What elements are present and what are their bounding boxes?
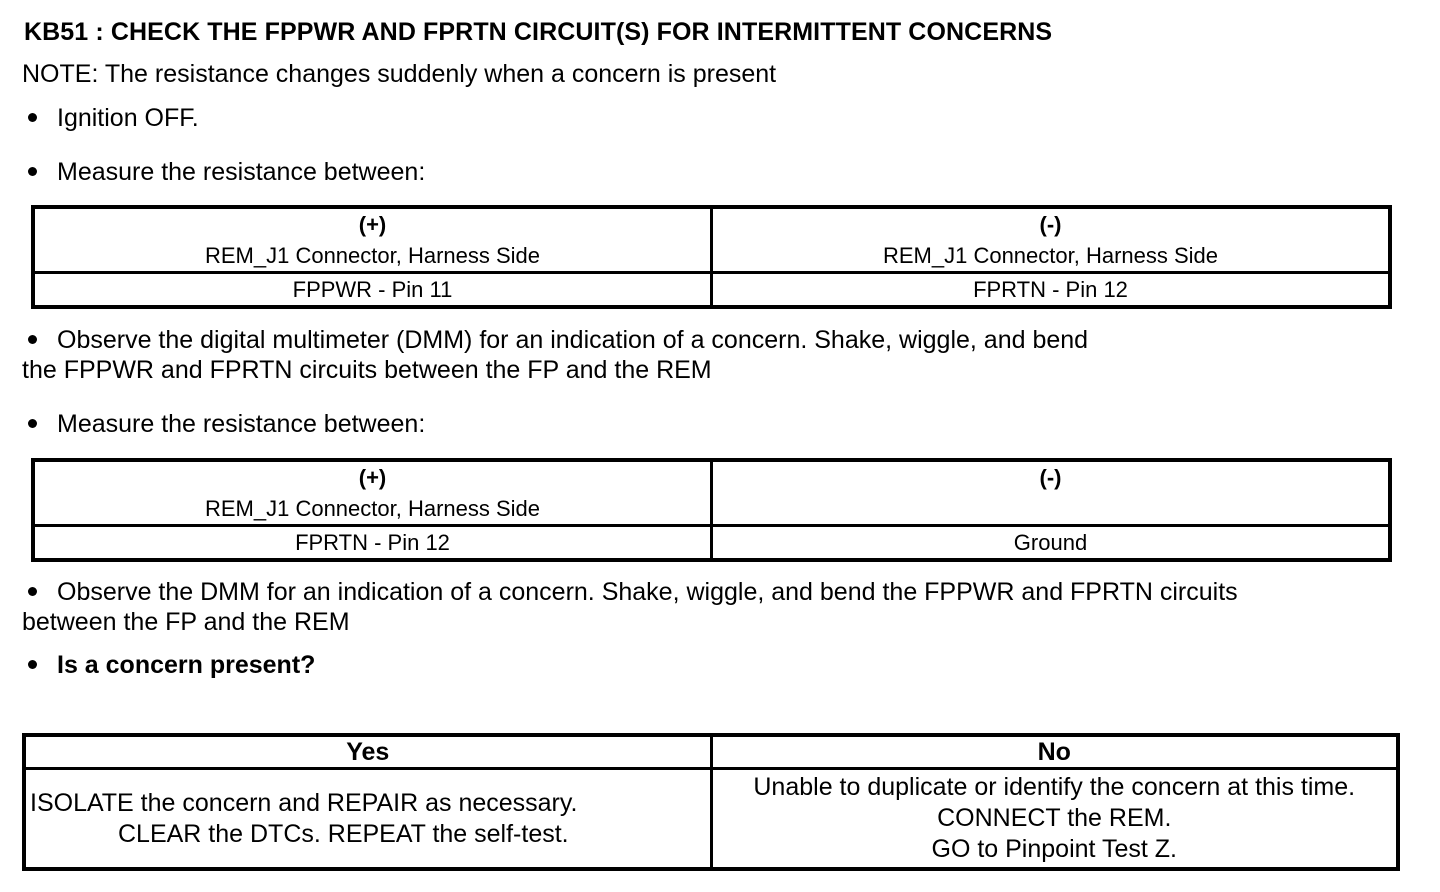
step-text-continued: the FPPWR and FPRTN circuits between the FP and the REM bbox=[22, 356, 712, 384]
step-text: Observe the DMM for an indication of a concern. Shake, wiggle, and bend the FPPWR and FPRTN circuits bbox=[57, 578, 1238, 606]
step-text: Measure the resistance between: bbox=[57, 410, 426, 438]
no-header: No bbox=[711, 735, 1398, 769]
negative-label: (-) bbox=[1039, 465, 1062, 490]
note-text: NOTE: The resistance changes suddenly when a concern is present bbox=[22, 60, 777, 88]
result-table bbox=[22, 733, 1400, 871]
step-text: Measure the resistance between: bbox=[57, 158, 426, 186]
step-text: Observe the digital multimeter (DMM) for an indication of a concern. Shake, wiggle, and bend bbox=[57, 326, 1089, 354]
step-observe-2 bbox=[22, 577, 1238, 637]
connector-label: REM_J1 Connector, Harness Side bbox=[204, 243, 541, 268]
negative-label: (-) bbox=[1039, 212, 1062, 237]
table-header-row bbox=[24, 735, 1398, 769]
step-observe-1 bbox=[22, 325, 1088, 385]
table-row bbox=[24, 769, 1398, 870]
table-row bbox=[33, 273, 1390, 308]
positive-label: (+) bbox=[358, 212, 387, 237]
table-cell-positive-header bbox=[33, 207, 712, 273]
no-action-cell bbox=[711, 769, 1398, 870]
table-cell-positive-header bbox=[33, 460, 712, 526]
question-text: Is a concern present? bbox=[57, 651, 316, 679]
table-cell-positive-value: FPRTN - Pin 12 bbox=[33, 526, 712, 561]
page-title: KB51 : CHECK THE FPPWR AND FPRTN CIRCUIT(S) FOR INTERMITTENT CONCERNS bbox=[24, 18, 1053, 46]
no-action-line: Unable to duplicate or identify the concern at this time. bbox=[753, 773, 1356, 801]
positive-label: (+) bbox=[358, 465, 387, 490]
table-row bbox=[33, 526, 1390, 561]
table-row bbox=[33, 207, 1390, 273]
pinpoint-test-link[interactable]: GO to Pinpoint Test Z. bbox=[931, 835, 1177, 863]
bullet-icon bbox=[28, 167, 37, 176]
table-cell-negative-value: FPRTN - Pin 12 bbox=[712, 273, 1391, 308]
bullet-icon bbox=[28, 587, 37, 596]
bullet-icon bbox=[28, 335, 37, 344]
step-text: Ignition OFF. bbox=[57, 104, 199, 132]
bullet-icon bbox=[28, 419, 37, 428]
bullet-icon bbox=[28, 113, 37, 122]
yes-header: Yes bbox=[24, 735, 711, 769]
step-measure-2 bbox=[22, 409, 425, 439]
step-question bbox=[22, 650, 315, 680]
step-measure-1 bbox=[22, 157, 425, 187]
table-cell-negative-header bbox=[712, 460, 1391, 526]
no-action-line: CONNECT the REM. bbox=[937, 804, 1172, 832]
step-text-continued: between the FP and the REM bbox=[22, 608, 350, 636]
yes-action-line: CLEAR the DTCs. REPEAT the self-test. bbox=[118, 819, 569, 848]
yes-action-line: ISOLATE the concern and REPAIR as necessary. bbox=[30, 788, 578, 817]
step-ignition bbox=[22, 103, 199, 133]
yes-action-cell bbox=[24, 769, 711, 870]
bullet-icon bbox=[28, 660, 37, 669]
table-row bbox=[33, 460, 1390, 526]
table-cell-negative-value: Ground bbox=[712, 526, 1391, 561]
connector-label: REM_J1 Connector, Harness Side bbox=[882, 243, 1219, 268]
measurement-table-1 bbox=[31, 205, 1392, 309]
table-cell-positive-value: FPPWR - Pin 11 bbox=[33, 273, 712, 308]
connector-label: REM_J1 Connector, Harness Side bbox=[204, 496, 541, 521]
measurement-table-2 bbox=[31, 458, 1392, 562]
table-cell-negative-header bbox=[712, 207, 1391, 273]
